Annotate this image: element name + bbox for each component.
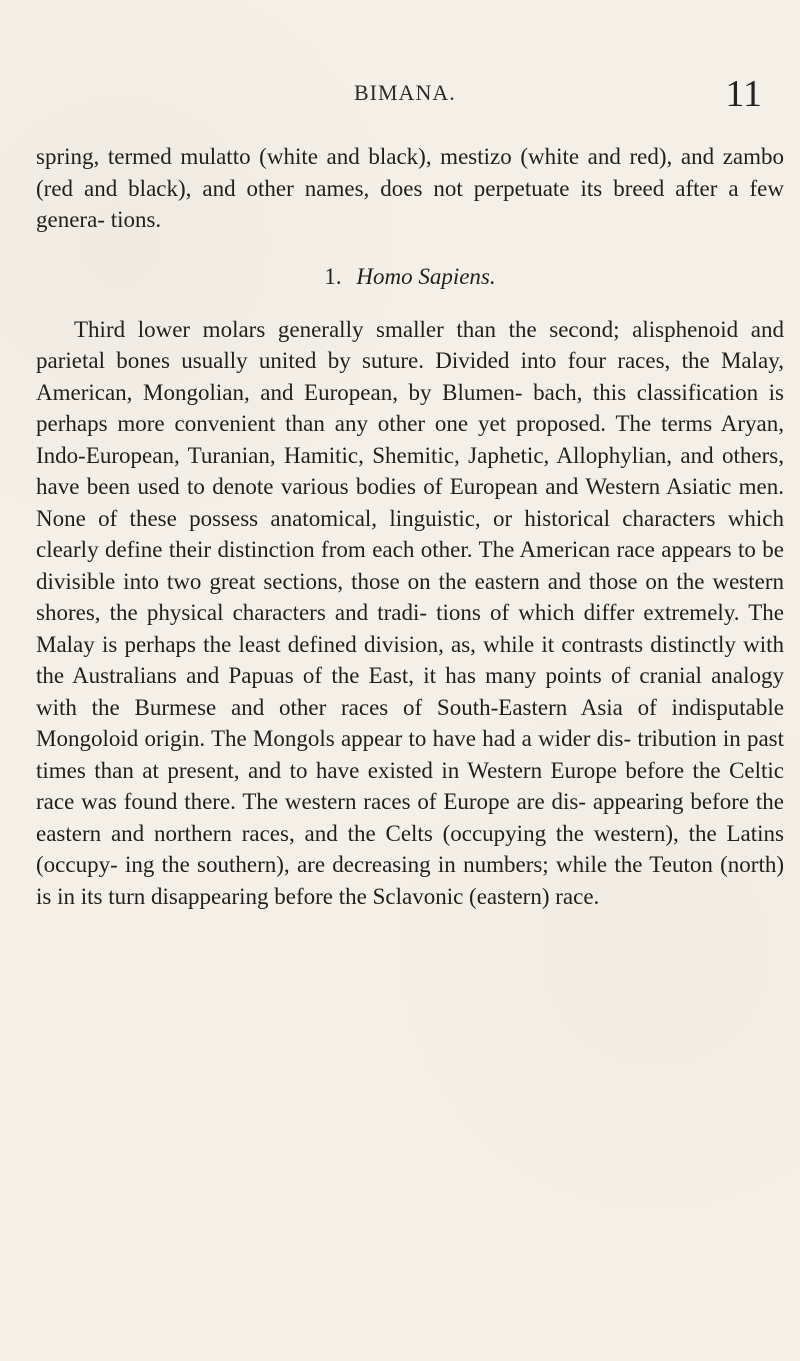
section-heading <box>36 261 784 292</box>
page-number: 11 <box>725 73 762 115</box>
main-paragraph: Third lower molars generally smaller than the second; alisphenoid and parietal bones usually united by suture. Divided into four races, the Malay, American, Mongolian, and European, by Blumen- bach, this classification is perhaps more convenient than any other one yet proposed. The terms Aryan, Indo-European, Turanian, Hamitic, Shemitic, Japhetic, Allophylian, and others, have been used to denote various bodies of European and Western Asiatic men. None of these possess anatomical, linguistic, or historical characters which clearly define their distinction from each other. The American race appears to be divisible into two great sections, those on the eastern and those on the western shores, the physical characters and tradi- tions of which differ extremely. The Malay is perhaps the least defined division, as, while it contrasts distinctly with the Australians and Papuas of the East, it has many points of cranial analogy with the Burmese and other races of South-Eastern Asia of indisputable Mongoloid origin. The Mongols appear to have had a wider dis- tribution in past times than at present, and to have existed in Western Europe before the Celtic race was found there. The western races of Europe are dis- appearing before the eastern and northern races, and the Celts (occupying the western), the Latins (occupy- ing the southern), are decreasing in numbers; while the Teuton (north) is in its turn disappearing before the Sclavonic (eastern) race. <box>36 316 784 909</box>
page-content <box>36 141 784 912</box>
intro-paragraph: spring, termed mulatto (white and black), mestizo (white and red), and zambo (red and black), and other names, does not perpetuate its breed after a few genera- tions. <box>36 144 784 232</box>
running-head: BIMANA. <box>354 80 456 105</box>
page-header <box>36 73 764 116</box>
section-number: 1. <box>324 263 342 289</box>
section-title: Homo Sapiens. <box>356 263 496 289</box>
